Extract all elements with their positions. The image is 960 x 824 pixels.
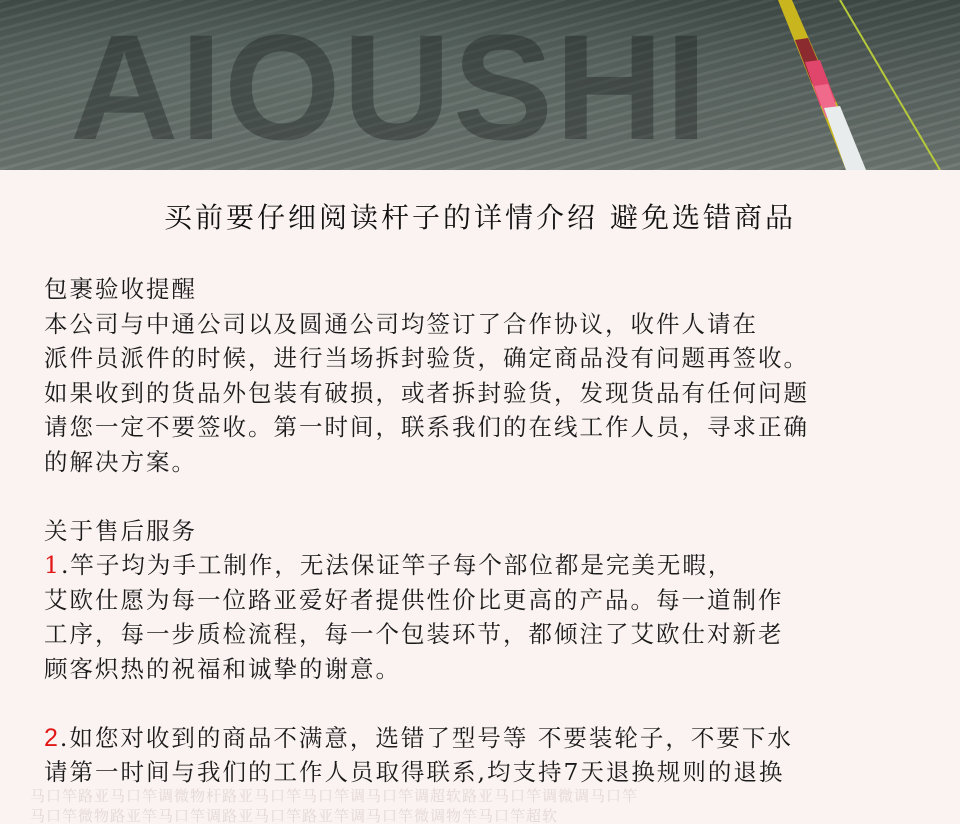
after-sales-line: 顾客炽热的祝福和诚挚的谢意。	[44, 654, 401, 683]
notice-content	[44, 272, 944, 790]
package-notice-title: 包裹验收提醒	[44, 275, 197, 303]
package-notice-line: 派件员派件的时候，进行当场拆封验货，确定商品没有问题再签收。	[44, 344, 809, 372]
item-number: 2	[44, 723, 60, 752]
item-text: .如您对收到的商品不满意，选错了型号等 不要装轮子，不要下水	[59, 723, 793, 752]
package-notice-line: 如果收到的货品外包装有破损，或者拆封验货，发现货品有任何问题	[44, 378, 809, 407]
after-sales-item-1	[44, 548, 944, 583]
after-sales-item-2	[44, 721, 944, 756]
item-number: 1	[44, 551, 61, 579]
after-sales-title: 关于售后服务	[44, 516, 197, 545]
item-text: .竿子均为手工制作，无法保证竿子每个部位都是完美无暇，	[60, 551, 734, 579]
after-sales-line: 请第一时间与我们的工作人员取得联系,均支持7天退换规则的退换	[44, 758, 785, 786]
brand-watermark: AIOUSHI	[70, 3, 710, 170]
package-notice-line: 的解决方案。	[44, 447, 197, 476]
page-headline: 买前要仔细阅读杆子的详情介绍 避免选错商品	[164, 201, 796, 234]
faded-footer-text: 马口竿路亚马口竿调微物杆路亚马口竿马口竿调马口竿调超软路亚马口竿调微调马口竿 马口竿微物路亚竿马口竿调路亚马口竿路亚竿调马口竿微调物竿马口竿超软	[30, 787, 639, 824]
package-notice-line: 本公司与中通公司以及圆通公司均签订了合作协议，收件人请在	[44, 309, 758, 338]
package-notice-line: 请您一定不要签收。第一时间，联系我们的在线工作人员，寻求正确	[44, 413, 809, 441]
spacer	[44, 686, 944, 721]
after-sales-line: 工序，每一步质检流程，每一个包装环节，都倾注了艾欧仕对新老	[44, 620, 784, 648]
spacer	[44, 479, 944, 514]
hero-banner	[0, 0, 960, 170]
fishing-rod-image	[0, 0, 960, 170]
after-sales-line: 艾欧仕愿为每一位路亚爱好者提供性价比更高的产品。每一道制作	[44, 585, 784, 614]
